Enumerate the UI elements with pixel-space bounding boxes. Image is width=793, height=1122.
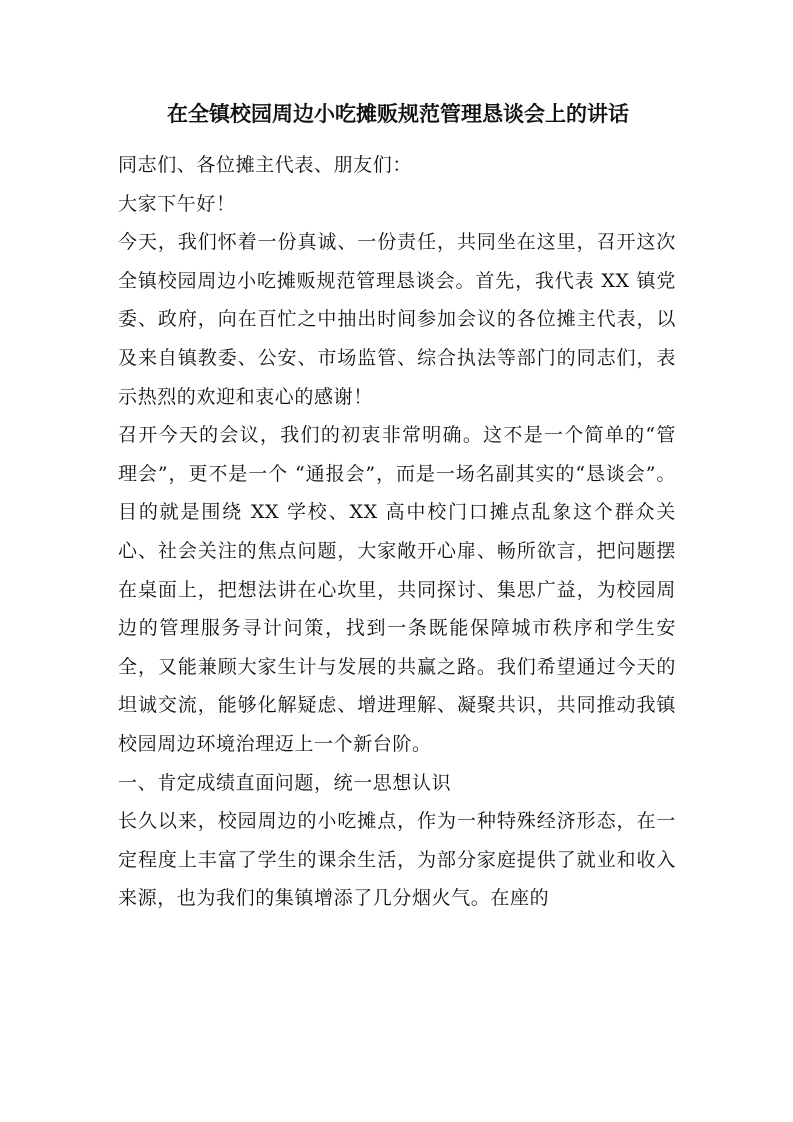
section-heading: 一、肯定成绩直面问题，统一思想认识 bbox=[118, 771, 452, 794]
greeting-paragraph: 大家下午好！ bbox=[118, 192, 236, 215]
document-body bbox=[118, 146, 676, 918]
document-title: 在全镇校园周边小吃摊贩规范管理恳谈会上的讲话 bbox=[167, 101, 629, 126]
opening-paragraph: 今天，我们怀着一份真诚、一份责任，共同坐在这里，召开这次全镇校园周边小吃摊贩规范管理恳谈会。首先，我代表 XX 镇党委、政府，向在百忙之中抽出时间参加会议的各位摊主代表，以及来自镇教委、公安、市场监管、综合执法等部门的同志们，表示热烈的欢迎和衷心的感谢！ bbox=[118, 231, 676, 408]
section-paragraph: 长久以来，校园周边的小吃摊点，作为一种特殊经济形态，在一定程度上丰富了学生的课余生活，为部分家庭提供了就业和收入来源，也为我们的集镇增添了几分烟火气。在座的 bbox=[118, 810, 676, 910]
purpose-paragraph: 召开今天的会议，我们的初衷非常明确。这不是一个简单的“管理会”，更不是一个 “通报会”，而是一场名副其实的“恳谈会”。目的就是围绕 XX 学校、XX 高中校门口摊点乱象这个群众关心、社会关注的焦点问题，大家敞开心扉、畅所欲言，把问题摆在桌面上，把想法讲在心坎里，共同探讨、集思广益，为校园周边的管理服务寻计问策，找到一条既能保障城市秩序和学生安全，又能兼顾大家生计与发展的共赢之路。我们希望通过今天的坦诚交流，能够化解疑虑、增进理解、凝聚共识，共同推动我镇校园周边环境治理迈上一个新台阶。 bbox=[118, 424, 676, 755]
salutation-paragraph: 同志们、各位摊主代表、朋友们： bbox=[118, 154, 413, 176]
